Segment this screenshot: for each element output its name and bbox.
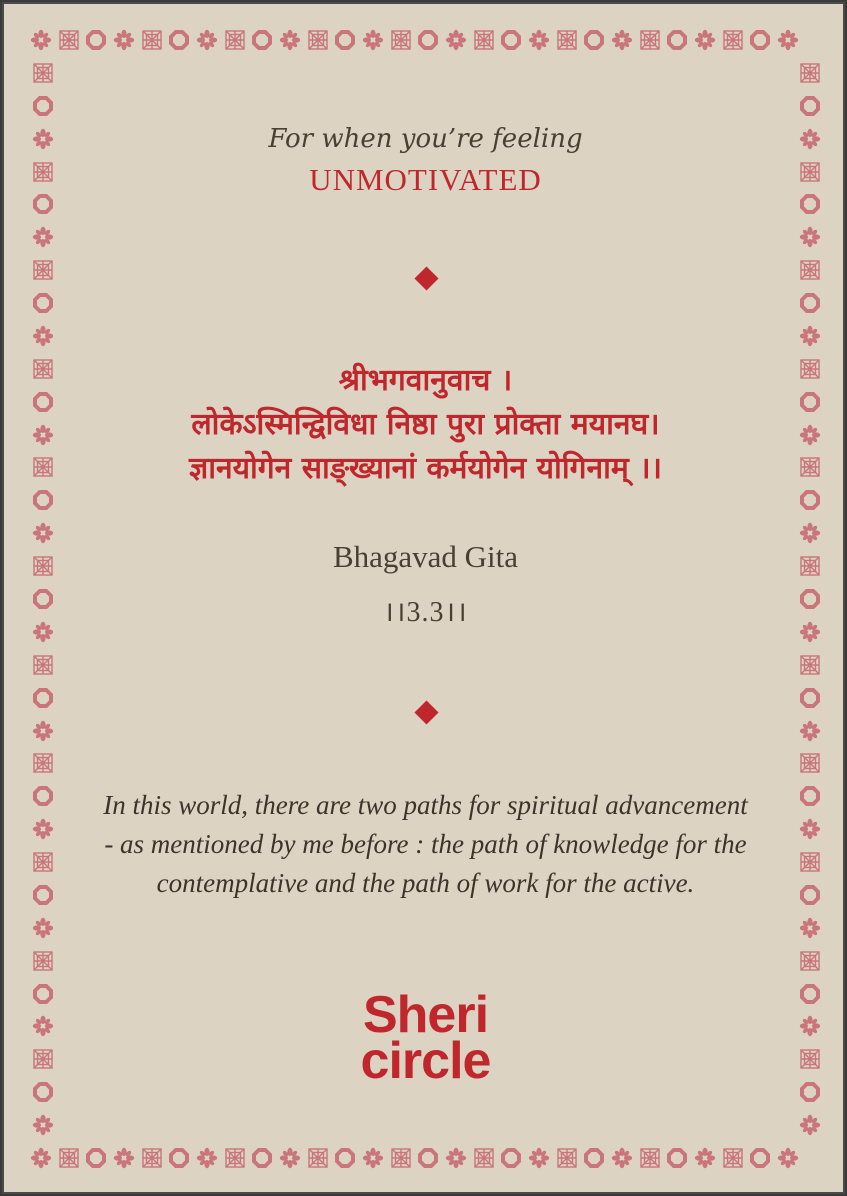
diamond-divider-top (414, 266, 438, 290)
verse-line-2: ज्ञानयोगेन साङ्ख्यानां कर्मयोगेन योगिनाम् ।। (188, 451, 663, 486)
verse-reference: ।।3.3।। (383, 597, 468, 628)
verse-line-1: लोकेऽस्मिन्द्विविधा निष्ठा पुरा प्रोक्ता मयानघ। (191, 407, 660, 442)
quote-card (2, 2, 845, 1194)
sanskrit-verse (4, 359, 845, 491)
mood-title: UNMOTIVATED (309, 162, 542, 197)
card-content (4, 4, 845, 1194)
intro-text: For when you’re feeling (268, 124, 583, 154)
sheri-circle-logo (4, 986, 845, 1090)
verse-heading: श्रीभगवानुवाच । (338, 363, 513, 398)
diamond-divider-bottom (414, 700, 438, 724)
logo-line-2: circle (360, 1032, 491, 1090)
source-title: Bhagavad Gita (332, 539, 519, 574)
logo-line-1: Sheri (362, 986, 489, 1044)
translation-text: In this world, there are two paths for spiritual advancement - as mentioned by me before : the path of knowledge for the contemplative and the path of work for the active. (103, 790, 748, 898)
